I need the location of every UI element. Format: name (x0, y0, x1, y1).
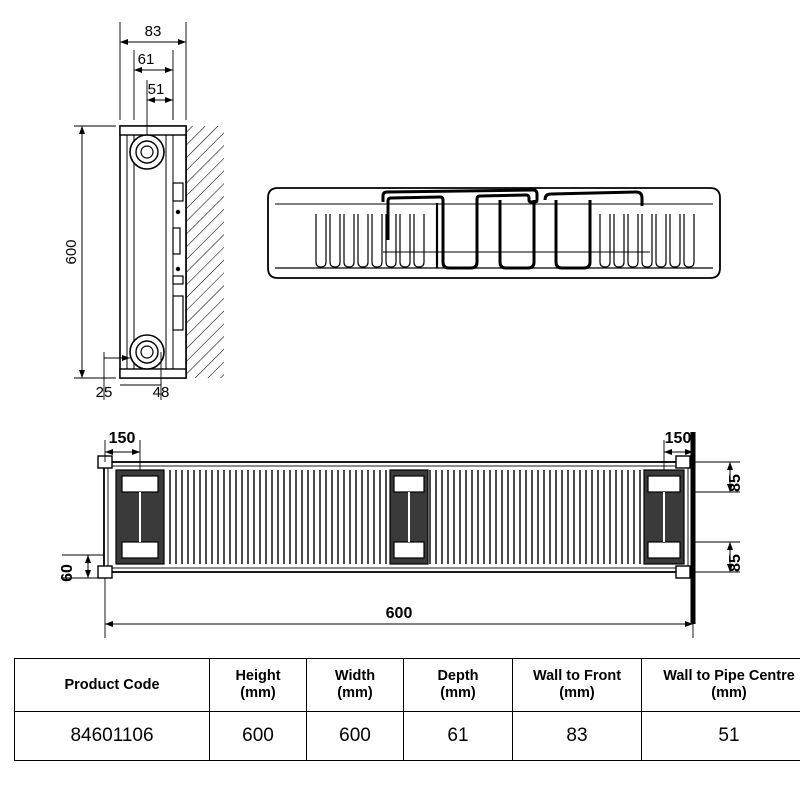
header-height-unit: (mm) (240, 685, 276, 701)
header-product-code (15, 659, 210, 712)
side-section-view (63, 22, 224, 401)
dim-label-bottom-offset-right: 48 (152, 384, 170, 401)
dim-label-bracket-left: 150 (108, 430, 136, 447)
bracket-group-center (390, 470, 428, 564)
header-depth-label: Depth (437, 668, 479, 685)
header-height-label: Height (235, 668, 281, 685)
header-wall-to-front-unit: (mm) (559, 685, 595, 701)
header-wall-to-pipe-centre (642, 659, 800, 712)
bracket-group-right (644, 470, 684, 564)
front-elevation-view (59, 430, 744, 638)
dim-label-depth-panel: 61 (137, 51, 155, 68)
header-width-label: Width (334, 668, 376, 685)
table-header-row (15, 659, 800, 712)
header-depth-unit: (mm) (440, 685, 476, 701)
header-wall-to-front (513, 659, 642, 712)
dim-label-height: 600 (63, 239, 80, 265)
cell-width: 600 (307, 712, 404, 761)
table-row (15, 712, 800, 761)
bracket-middle (173, 228, 180, 254)
header-height (210, 659, 307, 712)
bracket-group-left (116, 470, 164, 564)
top-section-view (268, 188, 720, 278)
cell-depth: 61 (404, 712, 513, 761)
dim-label-bracket-top-right: 85 (727, 474, 744, 492)
bracket-upper (173, 183, 183, 201)
header-wall-to-front-label: Wall to Front (532, 668, 622, 685)
dim-label-bracket-right: 150 (664, 430, 692, 447)
header-wall-to-pipe-centre-unit: (mm) (711, 685, 747, 701)
header-width (307, 659, 404, 712)
header-wall-to-pipe-centre-label: Wall to Pipe Centre (663, 668, 795, 685)
mount-bottom-right (676, 566, 690, 578)
wall-hatch (186, 126, 224, 378)
cell-wall-to-pipe-centre: 51 (642, 712, 800, 761)
dim-label-bottom-offset-left: 25 (95, 384, 113, 401)
mount-top-right (676, 456, 690, 468)
product-spec-table (14, 658, 800, 761)
header-width-unit: (mm) (337, 685, 373, 701)
dim-label-bracket-bottom-right: 85 (727, 554, 744, 572)
cell-product-code: 84601106 (15, 712, 210, 761)
bracket-lower (173, 296, 183, 330)
dim-label-depth-overall: 83 (144, 23, 162, 40)
header-depth (404, 659, 513, 712)
mount-bottom-left (98, 566, 112, 578)
header-product-code-label: Product Code (64, 676, 160, 693)
cell-height: 600 (210, 712, 307, 761)
bracket-lower-small (173, 276, 183, 284)
dim-label-wall-to-pipe-centre: 51 (147, 81, 165, 98)
dim-label-width: 600 (385, 605, 413, 622)
dim-label-bracket-bottom-left: 60 (59, 564, 76, 582)
cell-wall-to-front: 83 (513, 712, 642, 761)
